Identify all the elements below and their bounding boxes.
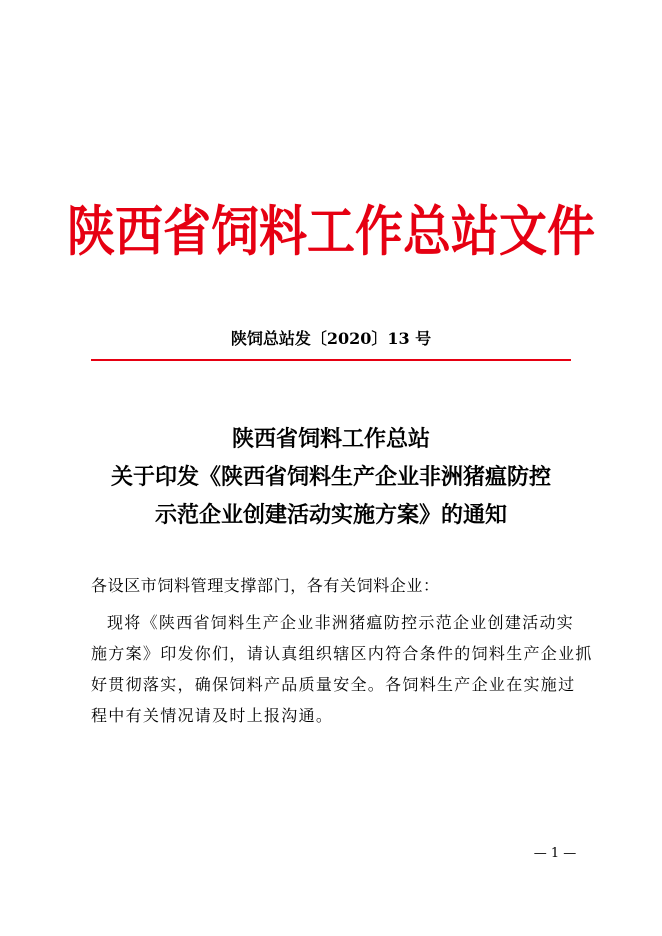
page-number: — 1 — xyxy=(533,846,577,861)
title-line: 关于印发《陕西省饲料生产企业非洲猪瘟防控 xyxy=(110,464,551,490)
title-line: 陕西省饲料工作总站 xyxy=(231,426,430,452)
agency-document-header: 陕西省饲料工作总站文件 xyxy=(66,200,595,264)
salutation: 各设区市饲料管理支撑部门，各有关饲料企业： xyxy=(91,576,440,595)
body-line: 施方案》印发你们，请认真组织辖区内符合条件的饲料生产企业抓 xyxy=(91,644,593,663)
document-title xyxy=(0,420,662,534)
body-line: 现将《陕西省饲料生产企业非洲猪瘟防控示范企业创建活动实 xyxy=(107,613,575,632)
body-line: 程中有关情况请及时上报沟通。 xyxy=(91,706,334,725)
document-number: 陕饲总站发〔2020〕13 号 xyxy=(230,329,432,348)
red-divider-line xyxy=(91,359,571,361)
body-line: 好贯彻落实，确保饲料产品质量安全。各饲料生产企业在实施过 xyxy=(91,675,576,694)
body-paragraph xyxy=(91,607,593,731)
title-line: 示范企业创建活动实施方案》的通知 xyxy=(154,502,507,528)
